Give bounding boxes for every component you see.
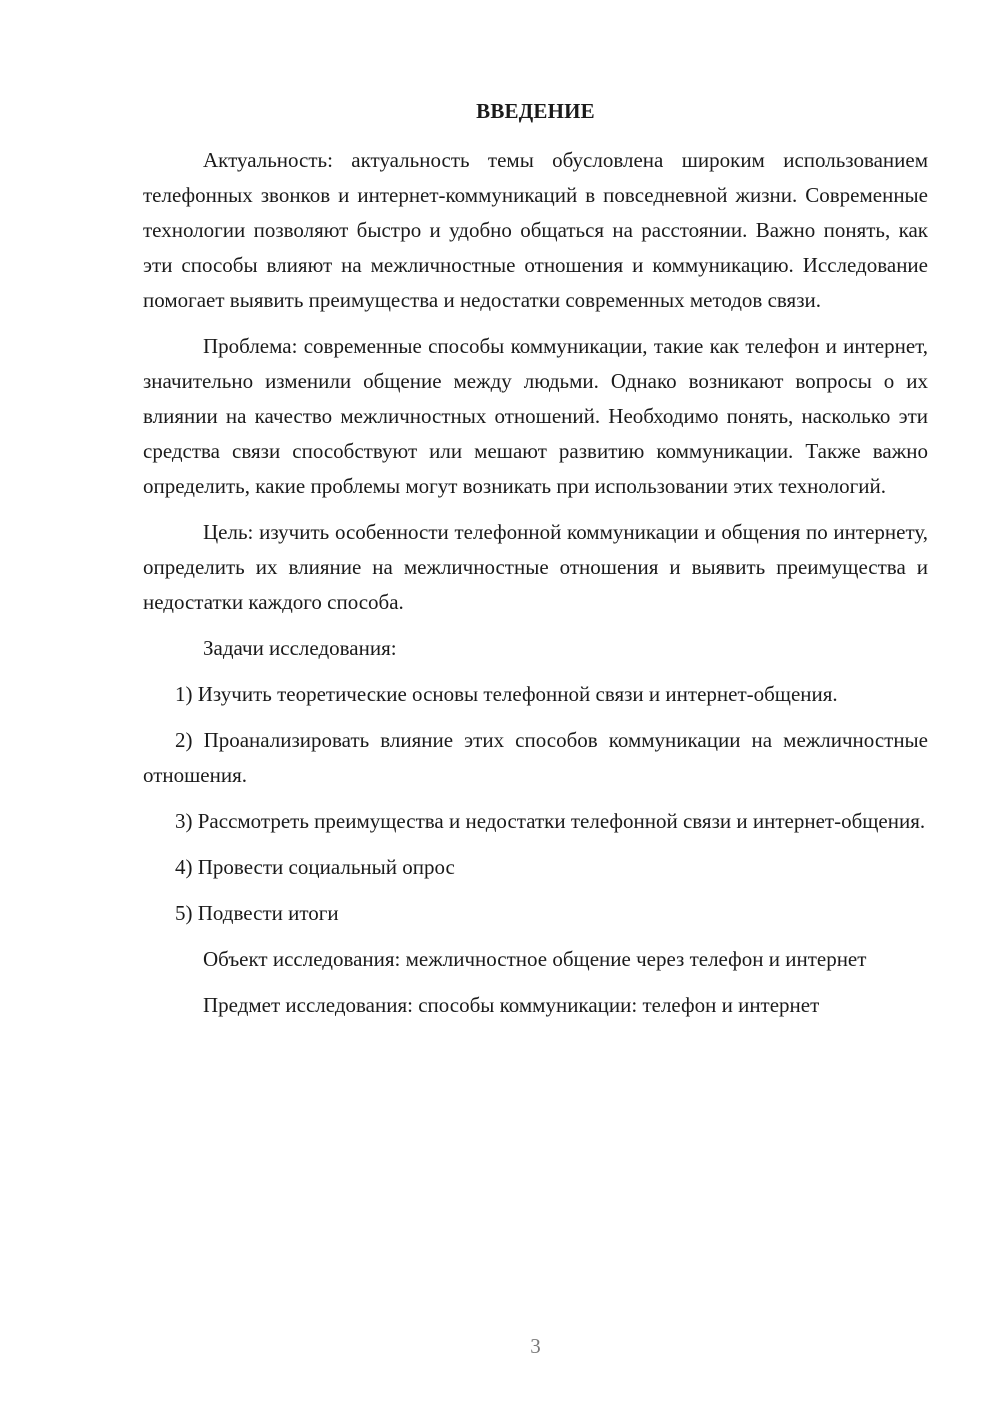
problem-paragraph: Проблема: современные способы коммуникации, такие как телефон и интернет, значительно изменили общение между людьми. Однако возникают вопросы о их влиянии на качество межличностных отношений. Необходимо понять, насколько эти средства связи способствуют или мешают развитию коммуникации. Также важно определить, какие проблемы могут возникать при использовании этих технологий. xyxy=(143,334,928,498)
page-number: 3 xyxy=(530,1334,541,1358)
tasks-heading: Задачи исследования: xyxy=(203,636,397,660)
document-page xyxy=(143,0,928,1414)
task-item-5: 5) Подвести итоги xyxy=(175,901,339,925)
task-item-2: 2) Проанализировать влияние этих способов коммуникации на межличностные отношения. xyxy=(143,728,928,787)
research-object-paragraph: Объект исследования: межличностное общение через телефон и интернет xyxy=(203,947,867,971)
relevance-paragraph: Актуальность: актуальность темы обусловлена широким использованием телефонных звонков и интернет-коммуникаций в повседневной жизни. Современные технологии позволяют быстро и удобно общаться на расстоянии. Важно понять, как эти способы влияют на межличностные отношения и коммуникацию. Исследование помогает выявить преимущества и недостатки современных методов связи. xyxy=(143,148,928,312)
task-item-1: 1) Изучить теоретические основы телефонной связи и интернет-общения. xyxy=(175,682,838,706)
task-item-4: 4) Провести социальный опрос xyxy=(175,855,455,879)
goal-paragraph: Цель: изучить особенности телефонной коммуникации и общения по интернету, определить их влияние на межличностные отношения и выявить преимущества и недостатки каждого способа. xyxy=(143,520,928,614)
task-item-3: 3) Рассмотреть преимущества и недостатки телефонной связи и интернет-общения. xyxy=(175,809,926,833)
page-title: ВВЕДЕНИЕ xyxy=(476,99,595,123)
document-body xyxy=(143,143,928,1034)
research-subject-paragraph: Предмет исследования: способы коммуникации: телефон и интернет xyxy=(203,993,820,1017)
